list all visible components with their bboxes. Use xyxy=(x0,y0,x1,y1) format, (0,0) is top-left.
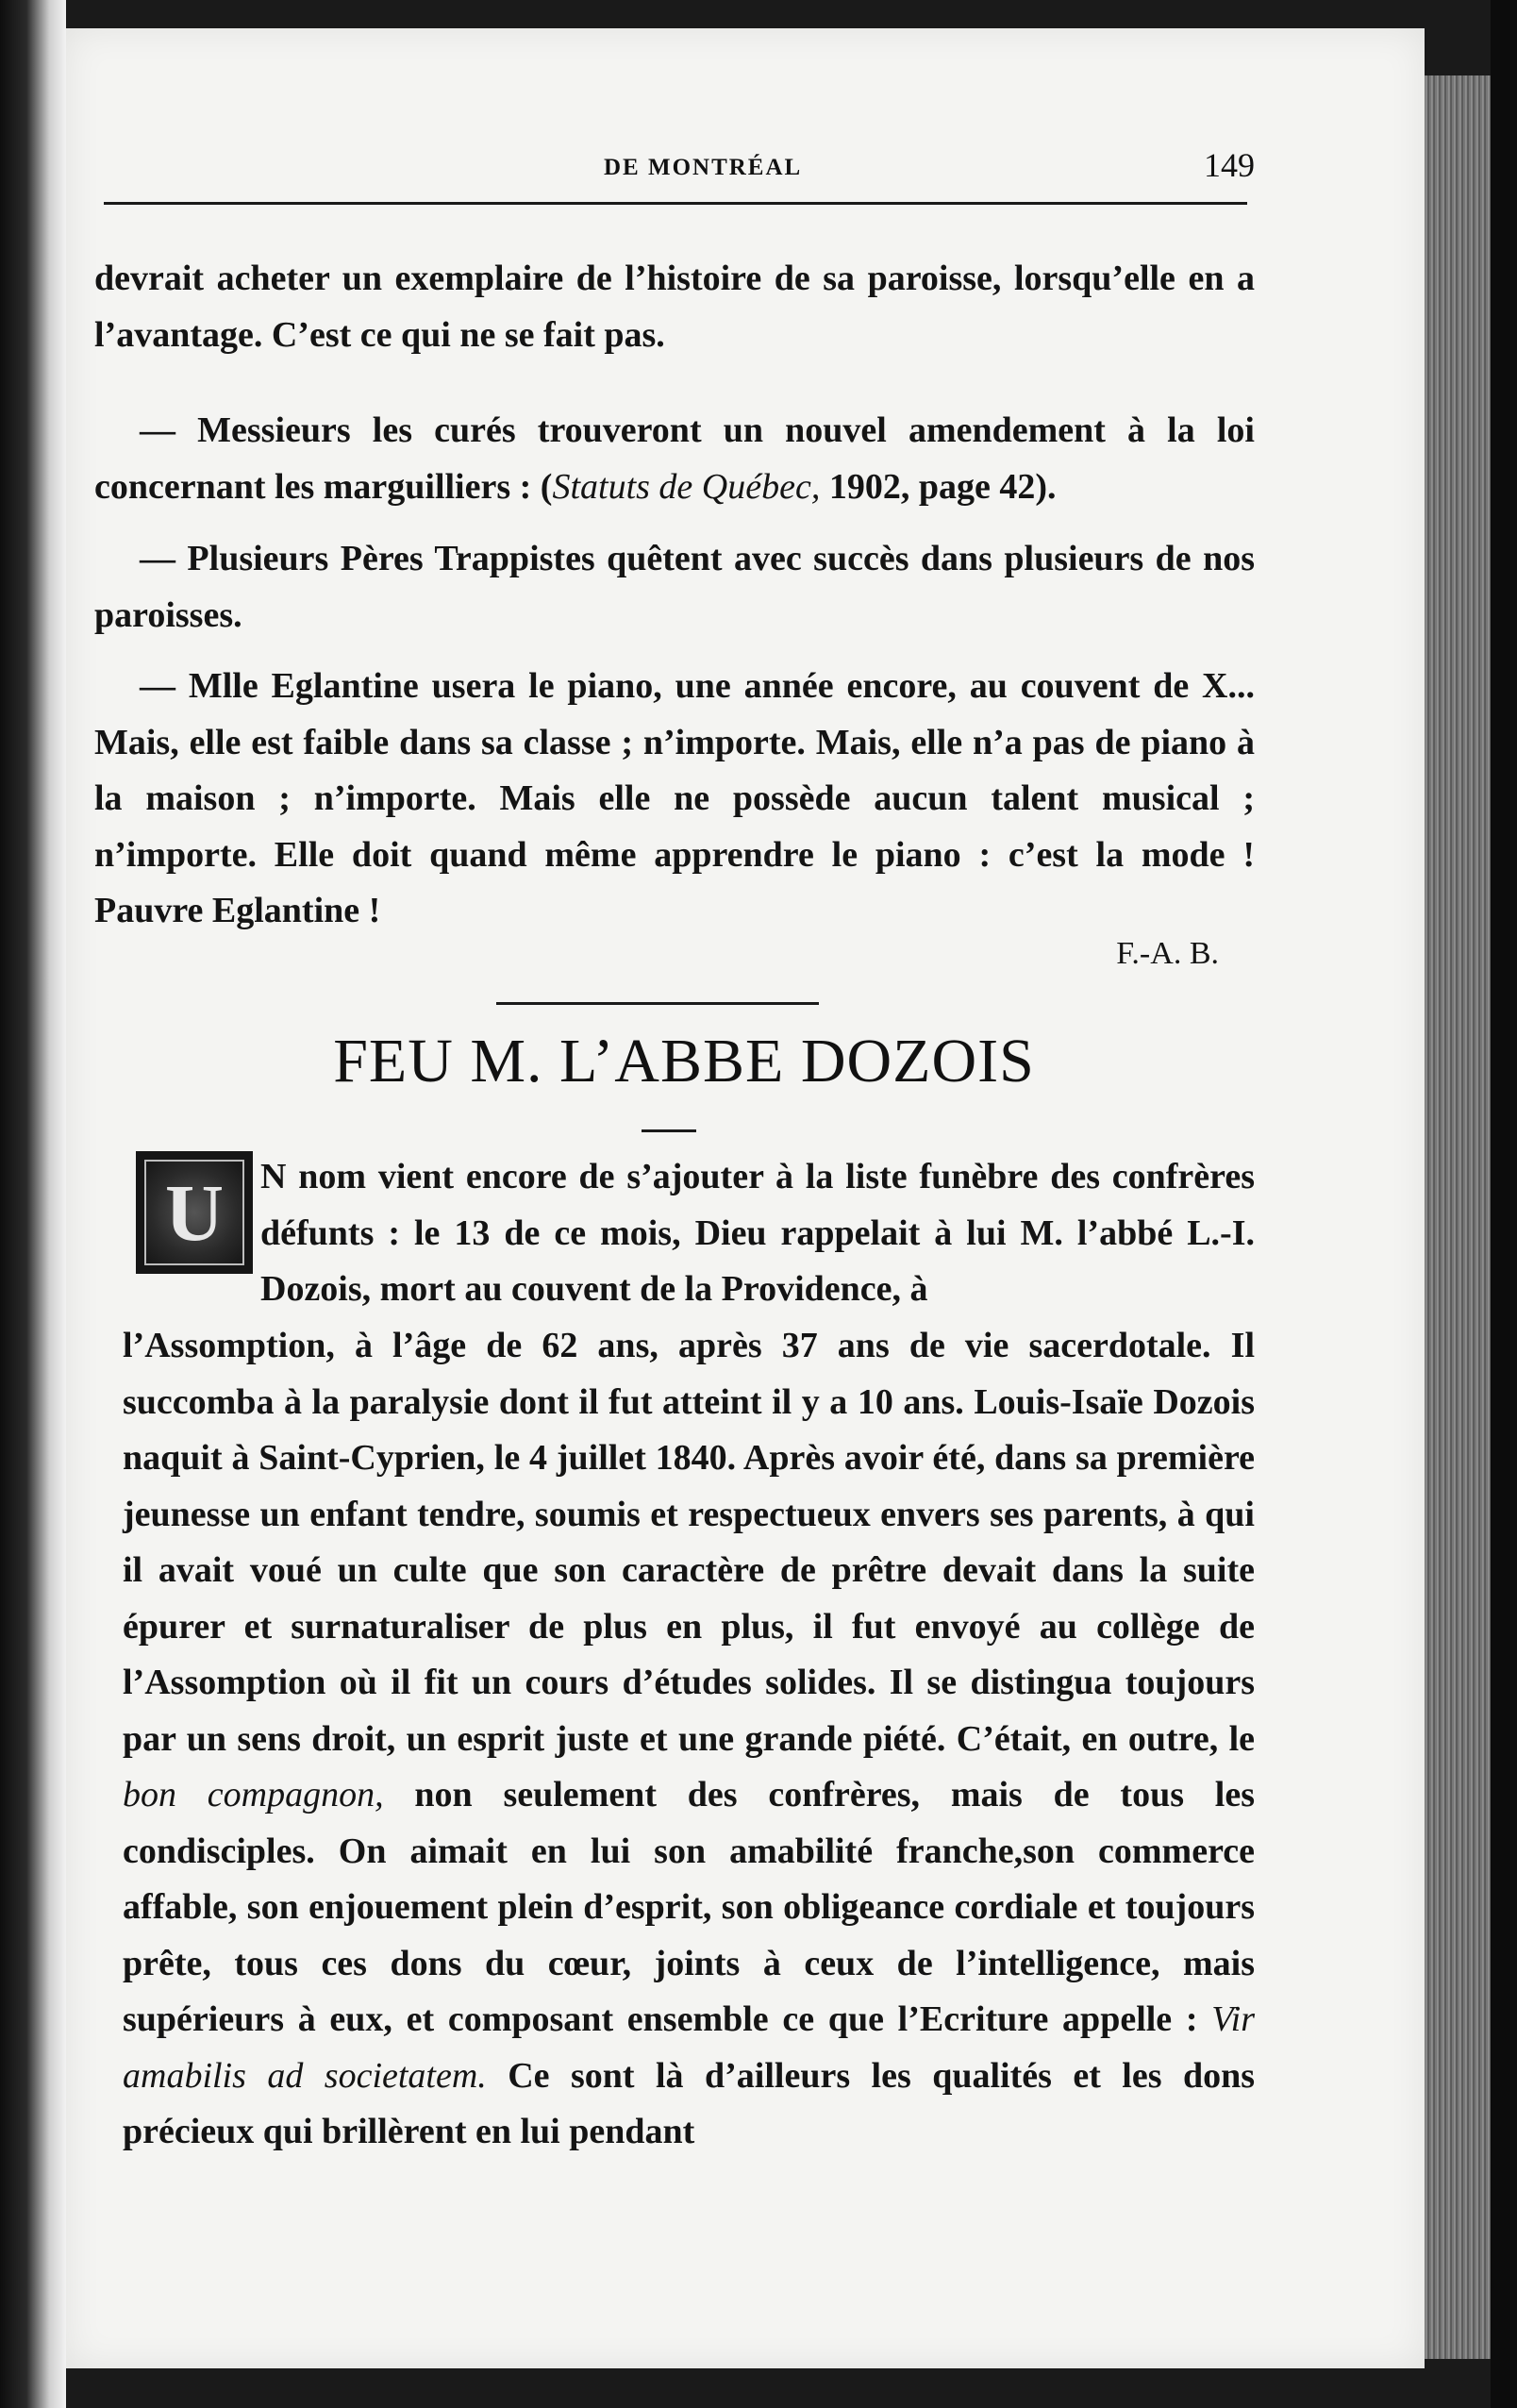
background-dark xyxy=(1491,0,1517,2408)
section-divider xyxy=(496,1002,819,1005)
paragraph-2-text-a: — Messieurs les curés trouveront un nouvel amendement à la loi concernant les marguilliers : ( xyxy=(94,410,1255,507)
running-title: DE MONTRÉAL xyxy=(604,155,803,180)
article-body-text-b: non seulement des confrères, mais de tous les condisciples. On aimait en lui son amabilité franche,son commerce affable, son enjouement plein d’esprit, son obligeance cordiale et toujours prête, tous ces dons du cœur, joints à ceux de l’intelligence, mais supérieurs à eux, et composant ensemble ce que l’Ecriture appelle : xyxy=(123,1775,1255,2039)
page-header xyxy=(104,132,1255,189)
facing-page-edge xyxy=(0,0,66,2408)
page-number: 149 xyxy=(1204,146,1255,184)
paragraph-2 xyxy=(94,403,1255,515)
paragraph-2-text-b: 1902, page 42). xyxy=(820,466,1057,507)
paragraph-1: devrait acheter un exemplaire de l’histoire de sa paroisse, lorsqu’elle en a l’avantage. C’est ce qui ne se fait pas. xyxy=(94,259,1255,355)
paragraph-2-italic: Statuts de Québec, xyxy=(552,466,821,507)
article-body-italic-1: bon compagnon, xyxy=(123,1775,384,1814)
dropcap-ornament xyxy=(136,1151,253,1274)
dropcap-letter: U xyxy=(144,1160,244,1265)
article-body-italic-2: Vir amabilis ad societatem. xyxy=(123,1999,1255,2096)
article-body xyxy=(123,1318,1255,2161)
title-rule xyxy=(642,1129,696,1132)
article-body-text-c: Ce sont là d’ailleurs les qualités et les dons précieux qui brillèrent en lui pendant xyxy=(123,2055,1256,2151)
article-title: FEU M. L’ABBE DOZOIS xyxy=(333,1027,1035,1095)
paragraph-4: — Mlle Eglantine usera le piano, une année encore, au couvent de X... Mais, elle est faible dans sa classe ; n’importe. Mais, elle n’a pas de piano à la maison ; n’importe. Mais elle ne possède aucun talent musical ; n’importe. Elle doit quand même apprendre le piano : c’est la mode ! Pauvre Eglantine ! xyxy=(94,666,1255,930)
article-body-text-a: l’Assomption, à l’âge de 62 ans, après 37 ans de vie sacerdotale. Il succomba à la paralysie dont il fut atteint il y a 10 ans. Louis-Isaïe Dozois naquit à Saint-Cyprien, le 4 juillet 1840. Après avoir été, dans sa première jeunesse un enfant tendre, soumis et respectueux envers ses parents, à qui il avait voué un culte que son caractère de prêtre devait dans la suite épurer et surnaturaliser de plus en plus, il fut envoyé au collège de l’Assomption où il fit un cours d’études solides. Il se distingua toujours par un sens droit, un esprit juste et une grande piété. C’était, en outre, le xyxy=(123,1326,1255,1759)
page-block-edge xyxy=(1425,75,1491,2359)
paragraph-3: — Plusieurs Pères Trappistes quêtent avec succès dans plusieurs de nos paroisses. xyxy=(94,539,1255,635)
header-rule xyxy=(104,202,1247,205)
article-body-first: N nom vient encore de s’ajouter à la liste funèbre des confrères défunts : le 13 de ce mois, Dieu rappelait à lui M. l’abbé L.-I. Dozois, mort au couvent de la Providence, à xyxy=(260,1157,1255,1309)
signature: F.-A. B. xyxy=(1116,936,1219,971)
